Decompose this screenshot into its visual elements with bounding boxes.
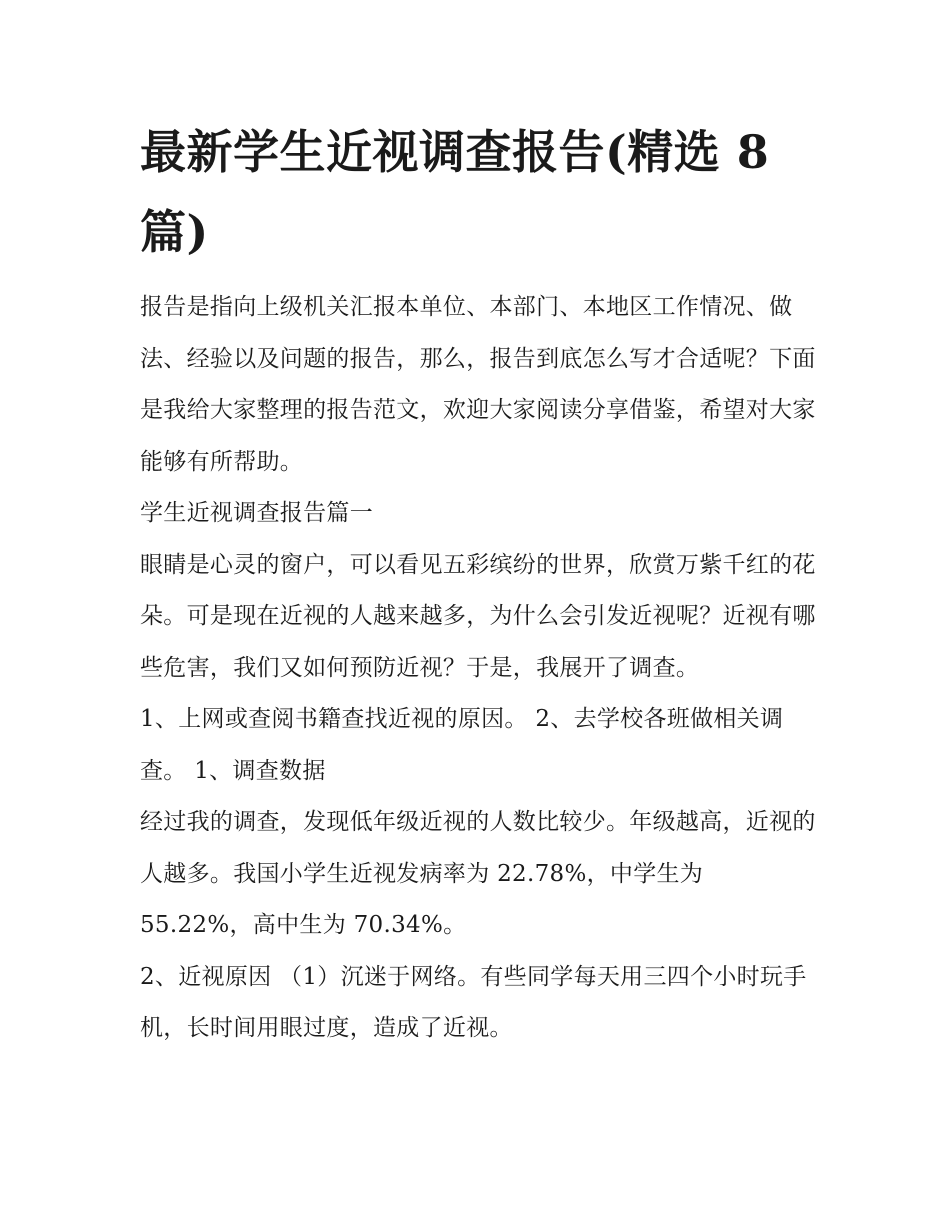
document-page bbox=[140, 112, 820, 1055]
paragraph-survey-data: 经过我的调查，发现低年级近视的人数比较少。年级越高，近视的人越多。我国小学生近视发病率为 22.78%，中学生为 55.22%，高中生为 70.34%。 bbox=[140, 809, 816, 938]
paragraph-causes: 2、近视原因 （1）沉迷于网络。有些同学每天用三四个小时玩手机，长时间用眼过度，造成了近视。 bbox=[140, 963, 807, 1041]
paragraph-eyes: 眼睛是心灵的窗户，可以看见五彩缤纷的世界，欣赏万紫千红的花朵。可是现在近视的人越来越多，为什么会引发近视呢？近视有哪些危害，我们又如何预防近视？于是，我展开了调查。 bbox=[140, 551, 816, 681]
paragraph-intro: 报告是指向上级机关汇报本单位、本部门、本地区工作情况、做法、经验以及问题的报告，那么，报告到底怎么写才合适呢？下面是我给大家整理的报告范文，欢迎大家阅读分享借鉴，希望对大家能够有所帮助。 bbox=[140, 294, 816, 475]
document-title: 最新学生近视调查报告(精选 8 篇) bbox=[140, 125, 770, 259]
section-heading-part-one: 学生近视调查报告篇一 bbox=[140, 500, 373, 526]
paragraph-methods: 1、上网或查阅书籍查找近视的原因。 2、去学校各班做相关调查。 1、调查数据 bbox=[140, 706, 784, 784]
